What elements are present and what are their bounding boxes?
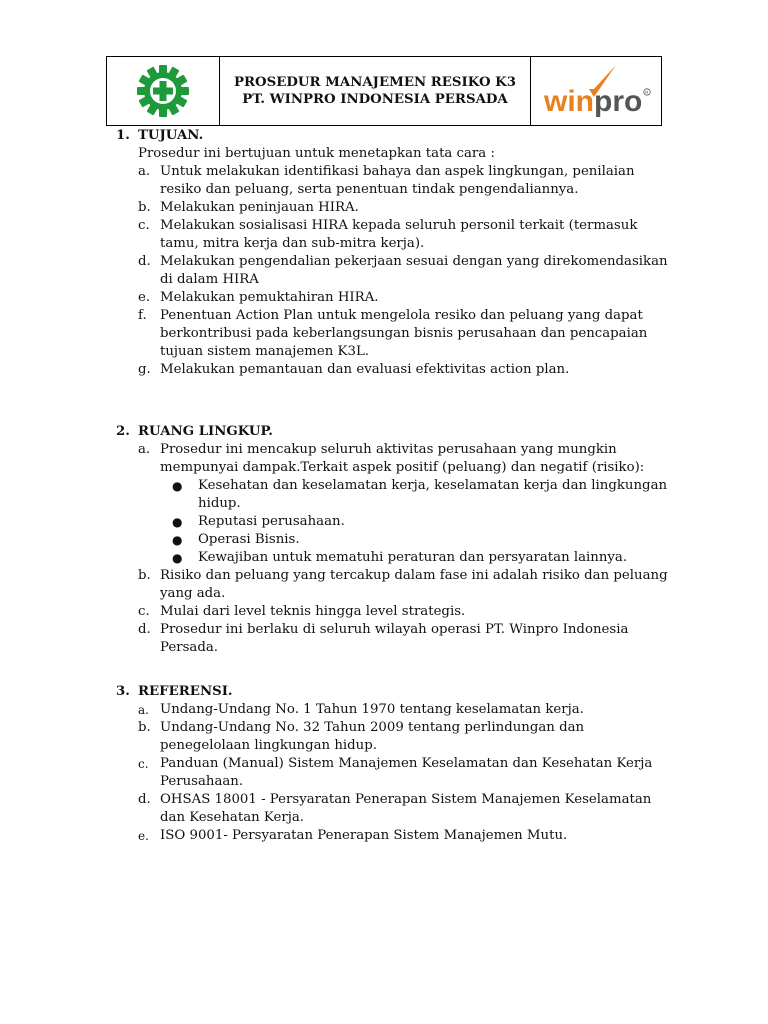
- section-heading: 3. REFERENSI.: [116, 684, 233, 699]
- bullet-item: ● Reputasi perusahaan.: [172, 514, 345, 529]
- list-item: a. Prosedur ini mencakup seluruh aktivitas perusahaan yang mungkin mempunyai dampak.Terkait aspek positif (peluang) dan negatif (risiko):: [138, 442, 645, 475]
- winpro-logo: [534, 59, 658, 123]
- list-item: e. Melakukan pemuktahiran HIRA.: [138, 290, 379, 305]
- bullet-icon: ●: [172, 551, 183, 565]
- list-item: f. Penentuan Action Plan untuk mengelola resiko dan peluang yang dapat berkontribusi pada keberlangsungan bisnis perusahaan dan pencapaian tujuan sistem manajemen K3L.: [138, 308, 648, 359]
- bullet-icon: ●: [172, 533, 183, 547]
- winpro-logo-cell: [531, 57, 661, 125]
- list-item: c. Melakukan sosialisasi HIRA kepada seluruh personil terkait (termasuk tamu, mitra kerja dan sub-mitra kerja).: [138, 218, 638, 251]
- bullet-item: ● Kesehatan dan keselamatan kerja, keselamatan kerja dan lingkungan hidup.: [172, 478, 668, 511]
- bullet-icon: ●: [172, 479, 183, 493]
- list-item: a. Undang-Undang No. 1 Tahun 1970 tentang keselamatan kerja.: [138, 702, 584, 717]
- list-item: c. Mulai dari level teknis hingga level strategis.: [138, 604, 466, 619]
- list-item: a. Untuk melakukan identifikasi bahaya dan aspek lingkungan, penilaian resiko dan peluang, serta penentuan tindak pengendaliannya.: [138, 164, 635, 197]
- svg-text:winpro: winpro: [544, 85, 643, 118]
- section-ruang-lingkup: [116, 423, 676, 657]
- section-referensi: [116, 683, 676, 845]
- section-tujuan: [116, 127, 676, 379]
- bullet-item: ● Kewajiban untuk mematuhi peraturan dan persyaratan lainnya.: [172, 550, 628, 565]
- title-line-1: PROSEDUR MANAJEMEN RESIKO K3: [234, 75, 516, 90]
- document-header: [106, 56, 662, 126]
- list-item: d. Melakukan pengendalian pekerjaan sesuai dengan yang direkomendasikan di dalam HIRA: [138, 254, 668, 287]
- bullet-icon: ●: [172, 515, 183, 529]
- list-item: b. Risiko dan peluang yang tercakup dalam fase ini adalah risiko dan peluang yang ada.: [138, 568, 668, 601]
- list-item: d. OHSAS 18001 - Persyaratan Penerapan Sistem Manajemen Keselamatan dan Kesehatan Kerja.: [138, 792, 652, 825]
- section-intro: Prosedur ini bertujuan untuk menetapkan tata cara :: [138, 146, 495, 161]
- list-item: e. ISO 9001- Persyaratan Penerapan Sistem Manajemen Mutu.: [138, 828, 568, 843]
- section-heading: 1. TUJUAN.: [116, 128, 204, 143]
- list-item: g. Melakukan pemantauan dan evaluasi efektivitas action plan.: [138, 362, 570, 377]
- svg-text:R: R: [645, 90, 649, 95]
- document-title: [220, 57, 531, 125]
- list-item: b. Undang-Undang No. 32 Tahun 2009 tentang perlindungan dan penegelolaan lingkungan hidup.: [138, 720, 585, 753]
- list-item: d. Prosedur ini berlaku di seluruh wilayah operasi PT. Winpro Indonesia Persada.: [138, 622, 629, 655]
- k3-gear-cross-icon: [135, 63, 191, 119]
- list-item: b. Melakukan peninjauan HIRA.: [138, 200, 359, 215]
- list-item: c. Panduan (Manual) Sistem Manajemen Keselamatan dan Kesehatan Kerja Perusahaan.: [138, 756, 653, 789]
- bullet-item: ● Operasi Bisnis.: [172, 532, 300, 547]
- k3-logo-cell: [107, 57, 220, 125]
- title-line-2: PT. WINPRO INDONESIA PERSADA: [242, 92, 508, 107]
- document-body: [116, 127, 676, 845]
- section-heading: 2. RUANG LINGKUP.: [116, 424, 273, 439]
